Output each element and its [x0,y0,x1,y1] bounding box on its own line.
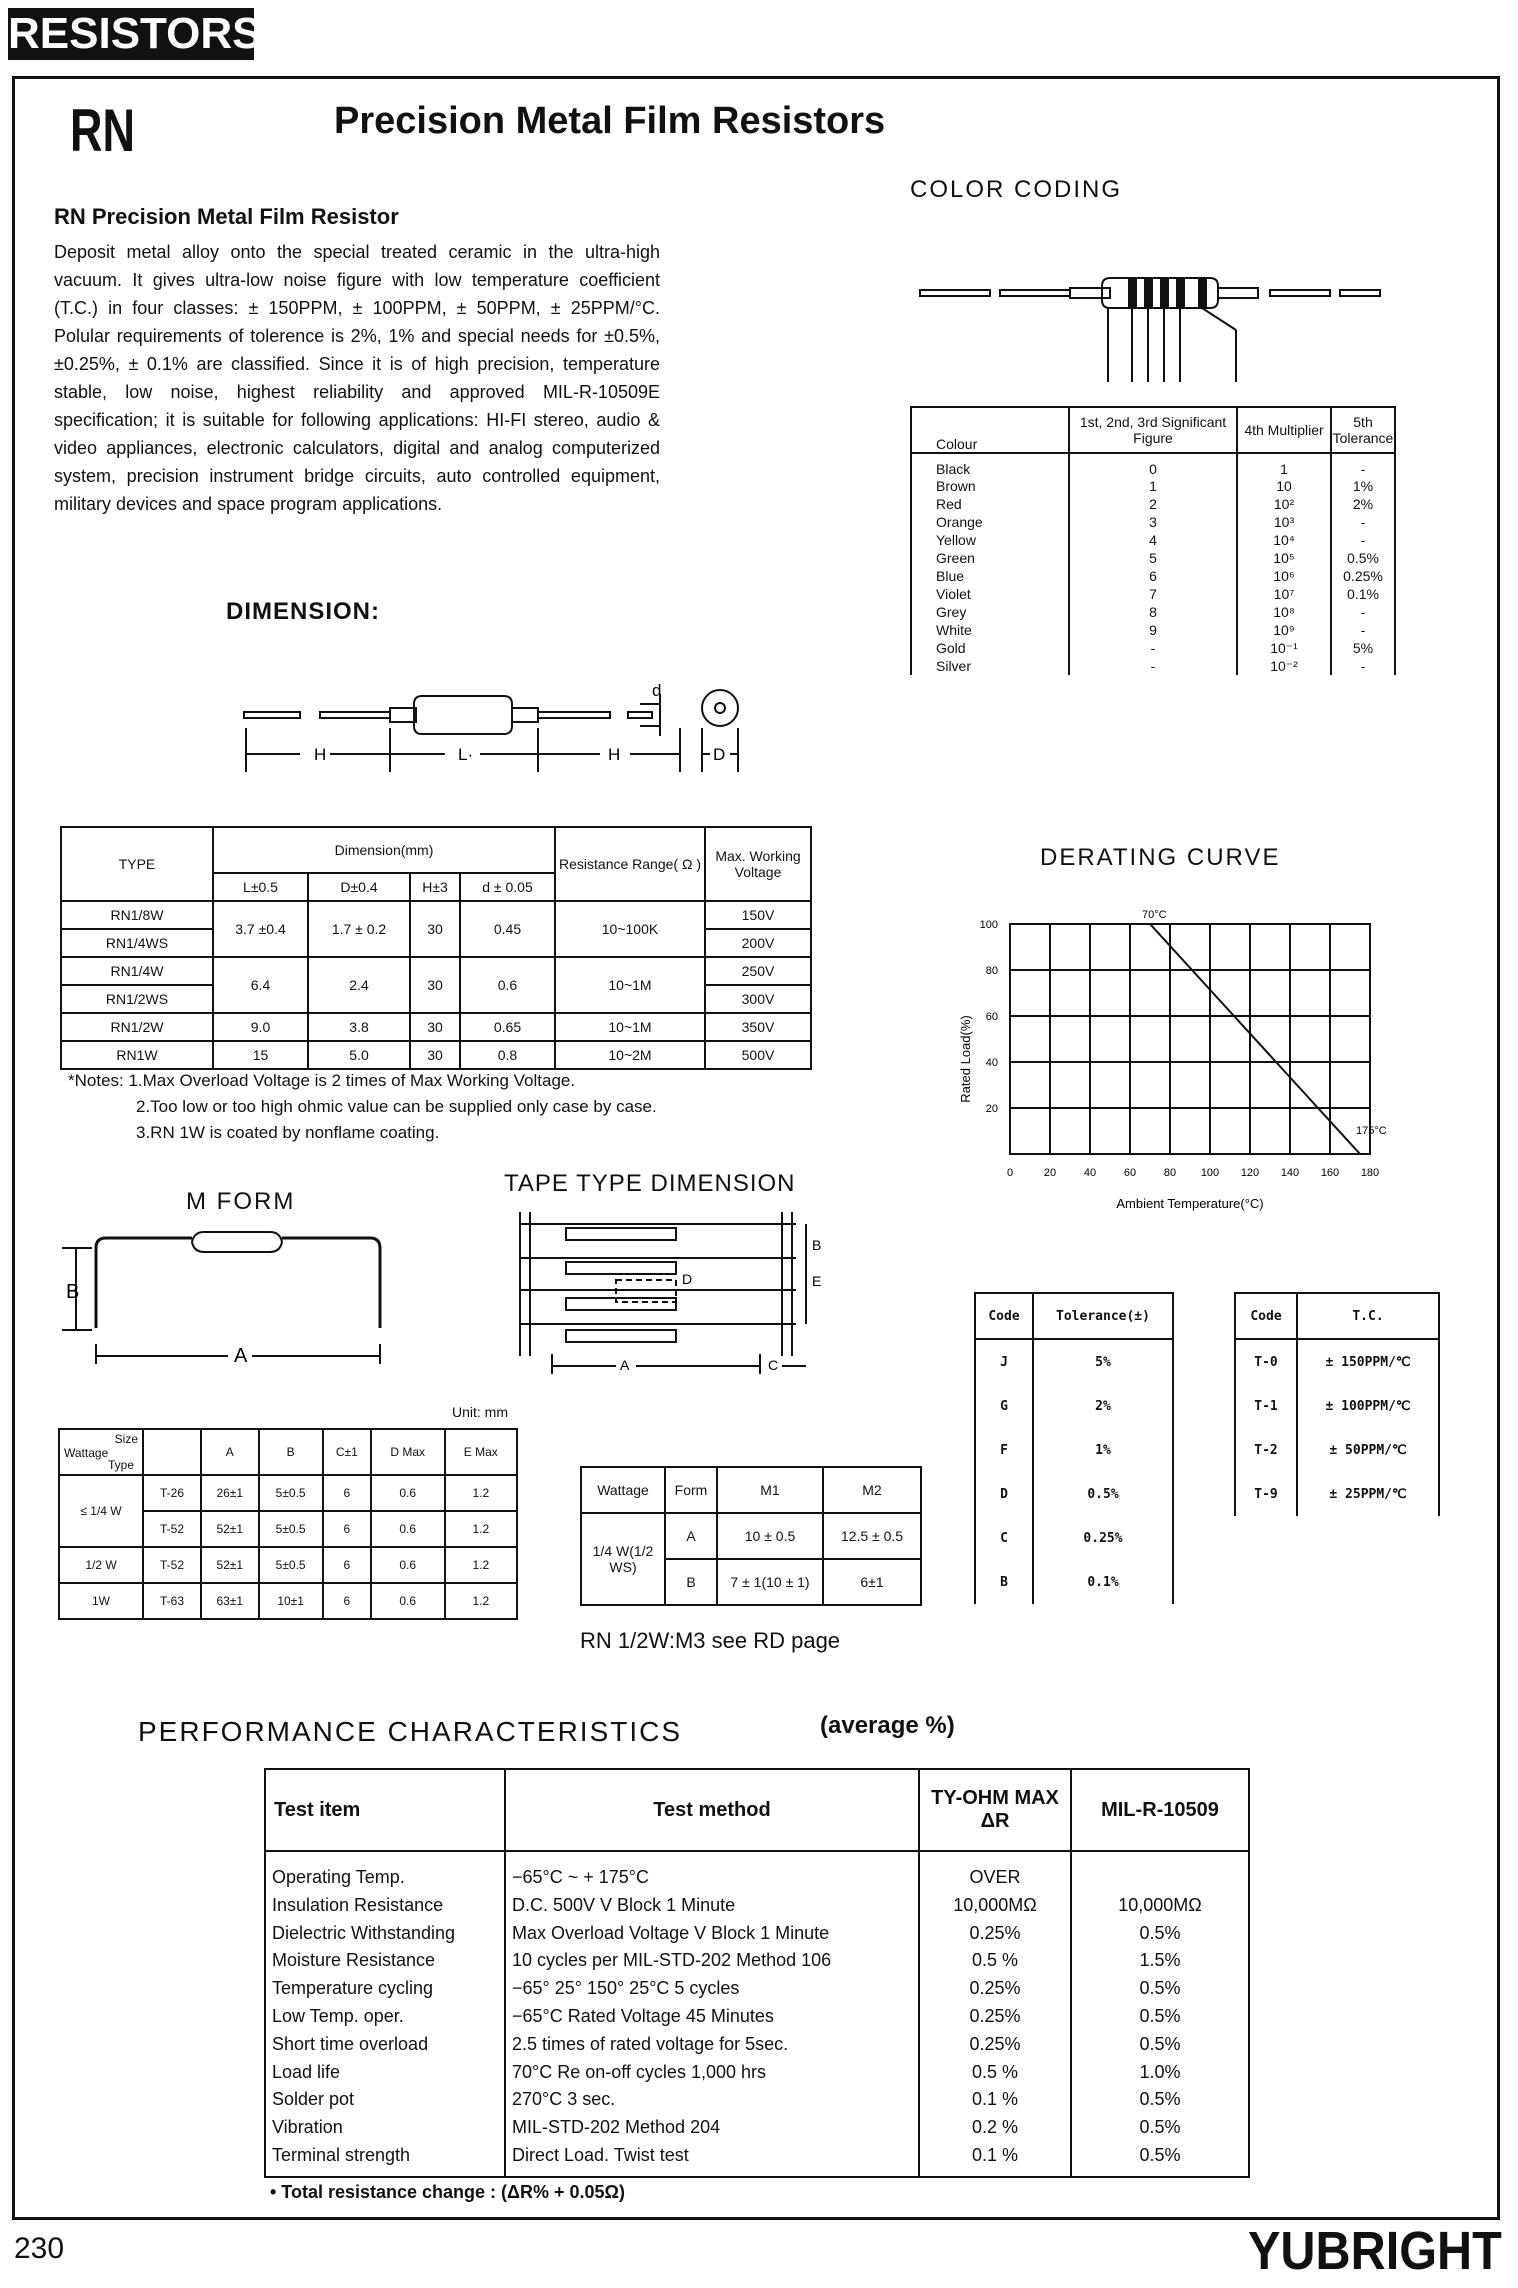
tape-h-m2: M2 [823,1467,921,1513]
mform-watt: 1W [59,1583,143,1619]
dim-sub-l: L±0.5 [213,873,308,901]
tc-code: T-1 [1235,1384,1297,1428]
color-row [911,549,1395,567]
color-row [911,531,1395,549]
mform-b: 5±0.5 [259,1547,323,1583]
tc-h-code: Code [1235,1293,1297,1339]
dimension-table [60,826,812,1070]
mform-row [59,1547,517,1583]
dim-h-resistance: Resistance Range( Ω ) [555,827,705,901]
color-row [911,603,1395,621]
tape-h-m1: M1 [717,1467,823,1513]
tolerance-code: C [975,1516,1033,1560]
colour-name: Gold [911,639,1069,657]
tape-label-d: D [682,1271,693,1287]
dim-d: 5.0 [308,1041,410,1069]
tape-m1: 7 ± 1(10 ± 1) [717,1559,823,1605]
tc-row [1235,1428,1439,1472]
tape-title: TAPE TYPE DIMENSION [504,1170,796,1197]
colour-name: Blue [911,567,1069,585]
dim-sub-dw: d ± 0.05 [460,873,555,901]
mform-a: 26±1 [201,1475,259,1511]
tape-watt: 1/4 W(1/2 WS) [581,1513,665,1605]
tc-value: ± 100PPM/℃ [1297,1384,1439,1428]
dim-dw: 0.65 [460,1013,555,1041]
tolerance-value: 0.5% [1033,1472,1173,1516]
multiplier: 10⁷ [1237,585,1331,603]
tc-row [1235,1339,1439,1384]
mform-e: 1.2 [445,1475,517,1511]
color-row [911,513,1395,531]
color-band-resistor-drawing [900,260,1400,390]
tolerance-row [975,1384,1173,1428]
tolerance: 0.25% [1331,567,1395,585]
multiplier: 10³ [1237,513,1331,531]
tc-row [1235,1384,1439,1428]
tolerance-code: B [975,1560,1033,1604]
dim-l: 9.0 [213,1013,308,1041]
x-tick-label: 160 [1320,1167,1340,1179]
tape-label-c: C [768,1357,779,1373]
dim-type: RN1/8W [61,901,213,929]
performance-title: PERFORMANCE CHARACTERISTICS [138,1716,683,1747]
tolerance: - [1331,531,1395,549]
sig-figure: 4 [1069,531,1237,549]
unit-label: Unit: mm [452,1404,508,1420]
dim-v: 150V [705,901,811,929]
page-number: 230 [14,2232,65,2265]
dim-h-dimension: Dimension(mm) [213,827,555,873]
sig-figure: 3 [1069,513,1237,531]
tape-form: A [665,1513,717,1559]
dim-r: 10~2M [555,1041,705,1069]
dim-v: 300V [705,985,811,1013]
dim-r: 10~100K [555,901,705,957]
cc-header-figure: 1st, 2nd, 3rd Significant Figure [1069,407,1237,453]
tape-h-wattage: Wattage [581,1467,665,1513]
series-code: RN [70,97,136,164]
tolerance: - [1331,453,1395,477]
x-axis-label: Ambient Temperature(°C) [1116,1196,1264,1211]
y-axis-label: Rated Load(%) [958,1015,973,1103]
mform-a: 63±1 [201,1583,259,1619]
dim-dw: 0.6 [460,957,555,1013]
sig-figure: 5 [1069,549,1237,567]
mform-col-c: C±1 [323,1429,371,1475]
tc-code: T-9 [1235,1472,1297,1516]
dim-dw: 0.8 [460,1041,555,1069]
dim-v: 250V [705,957,811,985]
tape-label-e: E [812,1273,822,1289]
mform-h-type: Type [108,1458,135,1472]
tolerance-value: 0.1% [1033,1560,1173,1604]
tc-value: ± 50PPM/℃ [1297,1428,1439,1472]
tolerance-row [975,1516,1173,1560]
sig-figure: 7 [1069,585,1237,603]
dim-l: 3.7 ±0.4 [213,901,308,957]
sig-figure: - [1069,639,1237,657]
colour-name: Grey [911,603,1069,621]
performance-footnote: • Total resistance change : (ΔR% + 0.05Ω) [270,2182,625,2202]
tc-value: ± 25PPM/℃ [1297,1472,1439,1516]
plot-frame [1010,924,1370,1154]
tolerance-row [975,1428,1173,1472]
dim-type: RN1/4WS [61,929,213,957]
annotation-175c: 175°C [1356,1125,1387,1137]
color-coding-title: COLOR CODING [910,176,1123,203]
sig-figure: 1 [1069,477,1237,495]
color-row [911,657,1395,675]
mform-b: 10±1 [259,1583,323,1619]
tc-table [1234,1292,1440,1516]
note-3: 3.RN 1W is coated by nonflame coating. [136,1123,440,1142]
sig-figure: 9 [1069,621,1237,639]
multiplier: 10² [1237,495,1331,513]
mform-col-e: E Max [445,1429,517,1475]
tol-h-code: Code [975,1293,1033,1339]
tolerance-row [975,1472,1173,1516]
colour-name: Brown [911,477,1069,495]
y-tick-label: 100 [979,919,998,931]
y-tick-label: 20 [985,1103,998,1115]
tolerance-code: J [975,1339,1033,1384]
perf-items: Operating Temp. Insulation Resistance Dielectric Withstanding Moisture Resistance Temperature cycling Low Temp. oper. Short time overload Load life Solder pot Vibration Terminal strength [265,1851,505,2177]
tc-h-tc: T.C. [1297,1293,1439,1339]
mform-d: 0.6 [371,1547,445,1583]
tolerance-code: G [975,1384,1033,1428]
dim-type: RN1/2W [61,1013,213,1041]
dim-sub-d: D±0.4 [308,873,410,901]
tolerance: - [1331,603,1395,621]
tolerance: 0.5% [1331,549,1395,567]
x-tick-label: 120 [1240,1167,1260,1179]
tolerance-code: F [975,1428,1033,1472]
dim-label-l: L· [458,745,474,764]
dim-h: 30 [410,901,460,957]
tape-h-form: Form [665,1467,717,1513]
mform-d: 0.6 [371,1511,445,1547]
mform-a: 52±1 [201,1511,259,1547]
tape-label-a: A [620,1357,630,1373]
tolerance: 5% [1331,639,1395,657]
mform-watt: ≤ 1/4 W [59,1475,143,1547]
color-row [911,453,1395,477]
derating-line [1010,924,1360,1154]
tolerance: 1% [1331,477,1395,495]
mform-col-a: A [201,1429,259,1475]
mform-h-wattage: Wattage [64,1446,109,1460]
x-tick-label: 20 [1043,1167,1057,1179]
cc-header-tolerance: 5th Tolerance [1331,407,1395,453]
mform-watt: 1/2 W [59,1547,143,1583]
dim-label-h: H [314,745,327,764]
dim-sub-h: H±3 [410,873,460,901]
intro-body: Deposit metal alloy onto the special treated ceramic in the ultra-high vacuum. It gives ultra-low noise figure with low temperature coefficient (T.C.) in four classes: ± 150PPM, ± 100PPM, ± 50PPM, ± 25PPM/°C. Polular requirements of tolerence is 2%, 1% and special needs for ±0.5%, ±0.25%, ± 0.1% are classified. Since it is of high precision, temperature stable, low noise, highest reliability and approved MIL-R-10509E specification; it is suitable for following applications: HI-FI stereo, audio & video appliances, electronic calculators, digital and analog computerized system, precision instrument bridge circuits, auto controlled equipment, military devices and space program applications. [54,242,660,514]
perf-mil: 10,000MΩ 0.5% 1.5% 0.5% 0.5% 0.5% 1.0% 0.5% 0.5% 0.5% [1071,1851,1249,2177]
perf-tyohm: OVER 10,000MΩ 0.25% 0.5 % 0.25% 0.25% 0.25% 0.5 % 0.1 % 0.2 % 0.1 % [919,1851,1071,2177]
mform-b: 5±0.5 [259,1511,323,1547]
tolerance-value: 5% [1033,1339,1173,1384]
tolerance: 0.1% [1331,585,1395,603]
tape-note: RN 1/2W:M3 see RD page [580,1628,841,1653]
dim-v: 350V [705,1013,811,1041]
mform-type: T-52 [143,1511,201,1547]
mform-d: 0.6 [371,1583,445,1619]
mform-row [59,1475,517,1511]
x-tick-label: 60 [1123,1167,1137,1179]
x-tick-label: 0 [1006,1167,1014,1179]
dim-h-voltage: Max. Working Voltage [705,827,811,901]
performance-average: (average %) [820,1712,955,1739]
mform-d: 0.6 [371,1475,445,1511]
mform-type: T-26 [143,1475,201,1511]
multiplier: 1 [1237,453,1331,477]
tolerance: - [1331,513,1395,531]
tolerance-value: 0.25% [1033,1516,1173,1560]
dim-r: 10~1M [555,957,705,1013]
derating-chart [950,898,1430,1218]
colour-name: Silver [911,657,1069,675]
note-2: 2.Too low or too high ohmic value can be supplied only case by case. [136,1097,657,1116]
color-row [911,639,1395,657]
color-row [911,621,1395,639]
mform-e: 1.2 [445,1511,517,1547]
tape-drawing [506,1206,826,1386]
mform-e: 1.2 [445,1583,517,1619]
page-title: Precision Metal Film Resistors [334,100,886,142]
dim-h: 30 [410,957,460,1013]
colour-name: Black [911,453,1069,477]
color-row [911,585,1395,603]
multiplier: 10⁵ [1237,549,1331,567]
dim-type: RN1W [61,1041,213,1069]
y-tick-label: 80 [985,965,998,977]
tape-m1: 10 ± 0.5 [717,1513,823,1559]
perf-h-method: Test method [505,1769,919,1851]
tolerance-value: 2% [1033,1384,1173,1428]
perf-h-item: Test item [265,1769,505,1851]
section-tag: RESISTORS [8,9,262,58]
mform-c: 6 [323,1511,371,1547]
sig-figure: 8 [1069,603,1237,621]
dim-d: 1.7 ± 0.2 [308,901,410,957]
dim-v: 500V [705,1041,811,1069]
tape-label-b: B [812,1237,822,1253]
multiplier: 10⁹ [1237,621,1331,639]
color-coding-table [910,406,1396,675]
mform-drawing [56,1218,396,1378]
colour-name: Yellow [911,531,1069,549]
dim-type: RN1/4W [61,957,213,985]
color-row [911,567,1395,585]
sig-figure: 6 [1069,567,1237,585]
dim-l: 15 [213,1041,308,1069]
mform-row [59,1583,517,1619]
mform-col-b: B [259,1429,323,1475]
perf-h-mil: MIL-R-10509 [1071,1769,1249,1851]
tolerance: - [1331,657,1395,675]
y-tick-label: 40 [985,1057,998,1069]
mform-type: T-52 [143,1547,201,1583]
sig-figure: - [1069,657,1237,675]
color-row [911,495,1395,513]
cc-header-colour: Colour [911,407,1069,453]
x-tick-label: 180 [1360,1167,1380,1179]
dim-type: RN1/2WS [61,985,213,1013]
tc-value: ± 150PPM/℃ [1297,1339,1439,1384]
multiplier: 10⁶ [1237,567,1331,585]
tolerance-table [974,1292,1174,1604]
mform-e: 1.2 [445,1547,517,1583]
sig-figure: 2 [1069,495,1237,513]
multiplier: 10⁸ [1237,603,1331,621]
brand-logo: YUBRIGHT [1248,2221,1502,2281]
mform-label-b: B [66,1281,80,1303]
multiplier: 10⁻² [1237,657,1331,675]
colour-name: Orange [911,513,1069,531]
tc-code: T-2 [1235,1428,1297,1472]
annotation-70c: 70°C [1142,909,1167,921]
mform-corner [59,1429,143,1475]
dim-h: 30 [410,1013,460,1041]
mform-title: M FORM [186,1188,296,1215]
multiplier: 10 [1237,477,1331,495]
tolerance-code: D [975,1472,1033,1516]
dim-d: 3.8 [308,1013,410,1041]
colour-name: Green [911,549,1069,567]
color-row [911,477,1395,495]
dim-label-h2: H [608,745,621,764]
dimension-drawing [240,672,760,782]
dim-d: 2.4 [308,957,410,1013]
tape-m2: 6±1 [823,1559,921,1605]
dim-r: 10~1M [555,1013,705,1041]
mform-c: 6 [323,1475,371,1511]
dimension-notes [68,1068,657,1146]
mform-table [58,1428,518,1620]
x-tick-label: 80 [1163,1167,1177,1179]
note-1: *Notes: 1.Max Overload Voltage is 2 times of Max Working Voltage. [68,1071,576,1090]
mform-label-a: A [234,1345,248,1367]
intro-heading: RN Precision Metal Film Resistor [54,204,399,229]
tolerance: 2% [1331,495,1395,513]
tc-code: T-0 [1235,1339,1297,1384]
tape-form: B [665,1559,717,1605]
colour-name: Violet [911,585,1069,603]
tc-row [1235,1472,1439,1516]
mform-col-d: D Max [371,1429,445,1475]
mform-a: 52±1 [201,1547,259,1583]
tape-table [580,1466,922,1606]
mform-type: T-63 [143,1583,201,1619]
tolerance: - [1331,621,1395,639]
dim-h-type: TYPE [61,827,213,901]
cc-header-multiplier: 4th Multiplier [1237,407,1331,453]
perf-h-tyohm: TY-OHM MAX ΔR [919,1769,1071,1851]
dim-v: 200V [705,929,811,957]
dim-dw: 0.45 [460,901,555,957]
tolerance-value: 1% [1033,1428,1173,1472]
dim-h: 30 [410,1041,460,1069]
mform-b: 5±0.5 [259,1475,323,1511]
mform-c: 6 [323,1583,371,1619]
tolerance-row [975,1560,1173,1604]
dim-l: 6.4 [213,957,308,1013]
colour-name: Red [911,495,1069,513]
tolerance-row [975,1339,1173,1384]
derating-title: DERATING CURVE [1040,844,1281,871]
sig-figure: 0 [1069,453,1237,477]
dim-label-d-big: D [713,745,726,764]
dim-label-d-small: d [652,681,662,700]
multiplier: 10⁴ [1237,531,1331,549]
mform-c: 6 [323,1547,371,1583]
x-tick-label: 100 [1200,1167,1220,1179]
performance-table [264,1768,1250,2178]
tol-h-tol: Tolerance(±) [1033,1293,1173,1339]
tape-m2: 12.5 ± 0.5 [823,1513,921,1559]
perf-methods: −65°C ~ + 175°C D.C. 500V V Block 1 Minute Max Overload Voltage V Block 1 Minute 10 cycles per MIL-STD-202 Method 106 −65° 25° 150° 25°C 5 cycles −65°C Rated Voltage 45 Minutes 2.5 times of rated voltage for 5sec. 70°C Re on-off cycles 1,000 hrs 270°C 3 sec. MIL-STD-202 Method 204 Direct Load. Twist test [505,1851,919,2177]
x-tick-label: 140 [1280,1167,1300,1179]
dimension-title: DIMENSION: [226,598,380,625]
colour-name: White [911,621,1069,639]
y-tick-label: 60 [985,1011,998,1023]
multiplier: 10⁻¹ [1237,639,1331,657]
mform-h-size: Size [114,1432,138,1446]
x-tick-label: 40 [1083,1167,1097,1179]
